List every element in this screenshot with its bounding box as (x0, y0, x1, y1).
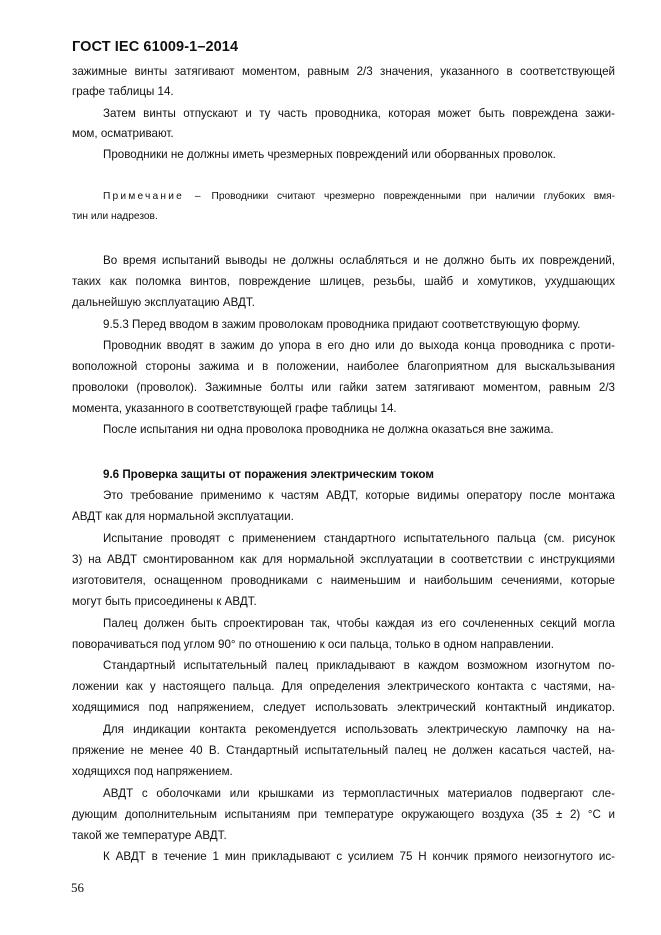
document-header: ГОСТ IEC 61009-1–2014 (72, 39, 239, 55)
text-line: поворачиваться под углом 90° по отношению к оси пальца, только в одном направлении. (72, 638, 555, 651)
text-line: Проводники не должны иметь чрезмерных повреждений или оборванных проволок. (103, 148, 556, 161)
text-line: 3) на АВДТ смонтированном как для нормальной эксплуатации в соответствии с инструкциями (72, 553, 615, 566)
text-line: такой же температуре АВДТ. (72, 829, 227, 842)
text-line: Проводник вводят в зажим до упора в его дно или до выхода конца проводника с проти- (103, 339, 615, 352)
text-line: могут быть присоединены к АВДТ. (72, 595, 257, 608)
text-line: мом, осматривают. (72, 127, 174, 140)
text-line: Затем винты отпускают и ту часть проводника, которая может быть повреждена зажи- (103, 107, 615, 120)
text-line: графе таблицы 14. (72, 85, 174, 98)
text-line: ходящихся под напряжением. (72, 765, 233, 778)
text-line: проволоки (проволок). Зажимные болты или гайки затем затягивают моментом, равным 2/3 (72, 381, 615, 394)
page-number: 56 (71, 880, 84, 895)
section-heading: 9.6 Проверка защиты от поражения электрическим током (103, 468, 434, 481)
text-line: Для индикации контакта рекомендуется использовать электрическую лампочку на на- (103, 723, 615, 736)
note-line: тин или надрезов. (72, 211, 158, 222)
text-line: дальнейшую эксплуатацию АВДТ. (72, 296, 255, 309)
text-line: воположной стороны зажима и в положении, наиболее благоприятном для выскальзывания (72, 360, 615, 373)
text-line: ложении как у настоящего пальца. Для определения электрического контакта с частями, на- (72, 680, 615, 693)
text-line: ходящимися под напряжением, следует использовать электрический контактный индикатор. (72, 701, 615, 714)
text-line: После испытания ни одна проволока проводника не должна оказаться вне зажима. (103, 423, 554, 436)
text-line: АВДТ как для нормальной эксплуатации. (72, 510, 294, 523)
text-line: изготовителя, оснащенном проводниками с наименьшим и наибольшим сечениями, которые (72, 574, 615, 587)
text-line: дующим дополнительным испытаниям при температуре окружающего воздуха (35 ± 2) °С и (72, 808, 615, 821)
note-line (103, 190, 615, 204)
text-line: зажимные винты затягивают моментом, равным 2/3 значения, указанного в соответствующей (72, 65, 615, 78)
note-label: Примечание – (103, 191, 203, 202)
text-line: Во время испытаний выводы не должны ослабляться и не должно быть их повреждений, (103, 254, 615, 267)
text-line: таких как поломка винтов, повреждение шлицев, резьбы, шайб и хомутиков, ухудшающих (72, 275, 615, 288)
text-line: момента, указанного в соответствующей графе таблицы 14. (72, 402, 397, 415)
text-line: 9.5.3 Перед вводом в зажим проволокам проводника придают соответствующую форму. (103, 318, 581, 331)
text-line: К АВДТ в течение 1 мин прикладывают с усилием 75 Н кончик прямого неизогнутого ис- (103, 850, 615, 863)
note-text: Проводники считают чрезмерно поврежденными при наличии глубоких вмя- (211, 191, 615, 202)
text-line: Палец должен быть спроектирован так, чтобы каждая из его сочлененных секций могла (103, 617, 615, 630)
text-line: АВДТ с оболочками или крышками из термопластичных материалов подвергают сле- (103, 787, 615, 800)
text-line: пряжение не менее 40 В. Стандартный испытательный палец не должен касаться частей, на- (72, 744, 615, 757)
text-line: Испытание проводят с применением стандартного испытательного пальца (см. рисунок (103, 532, 615, 545)
text-line: Стандартный испытательный палец прикладывают в каждом возможном изогнутом по- (103, 659, 615, 672)
text-line: Это требование применимо к частям АВДТ, которые видимы оператору после монтажа (103, 489, 615, 502)
